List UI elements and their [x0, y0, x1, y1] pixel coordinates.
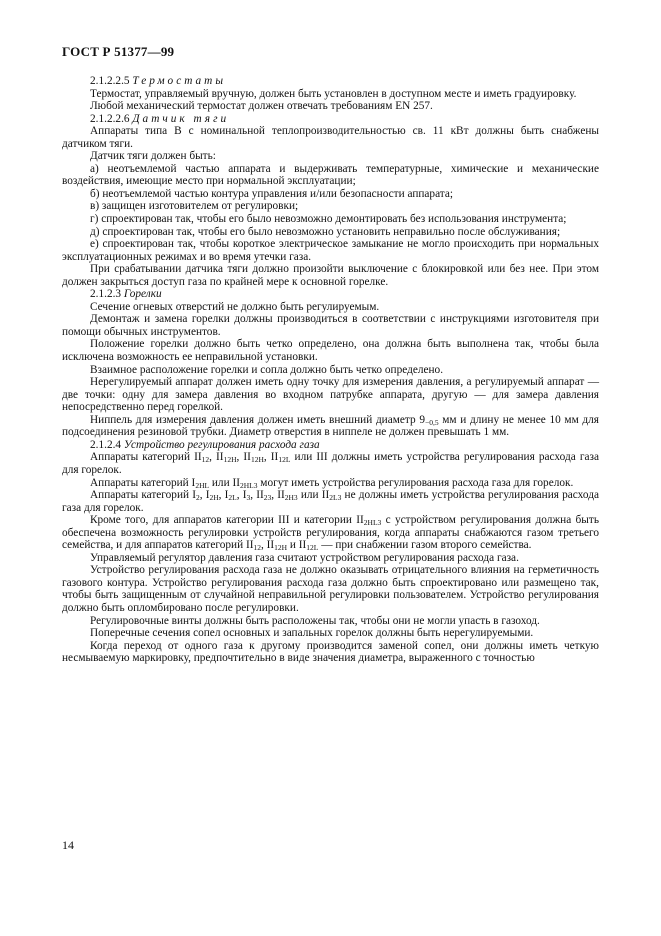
section-number: 2.1.2.2.6 — [90, 112, 130, 125]
subscript: 12H — [274, 543, 288, 553]
paragraph: Нерегулируемый аппарат должен иметь одну точку для измерения давления, а регулируемый аппарат — две точки: одну для замера давления во входном патрубке аппарата, другую — для замера давления непосредственно перед горелкой. — [62, 376, 599, 414]
subscript: 2HL3 — [239, 480, 258, 490]
list-item: е) спроектирован так, чтобы короткое электрическое замыкание не могло происходить при нормальных эксплуатационных режимах и во время утечки газа. — [62, 238, 599, 263]
text-run: не должны иметь устройства регулирования расхода газа для горелок. — [62, 489, 599, 514]
text-run: могут иметь устройства регулирования расхода газа для горелок. — [257, 476, 574, 489]
page-number: 14 — [62, 838, 74, 852]
section-heading-draft-sensor — [62, 113, 599, 126]
text-run: или III должны иметь устройства регулирования расхода газа для горелок. — [62, 451, 599, 476]
paragraph: При срабатывании датчика тяги должно произойти выключение с блокировкой или без нее. При этом должен закрыться доступ газа по крайней мере к основной горелке. — [62, 263, 599, 288]
paragraph: Аппараты типа B с номинальной теплопроизводительностью св. 11 кВт должны быть снабжены датчиком тяги. — [62, 125, 599, 150]
subscript: 12L — [278, 455, 291, 465]
document-header: ГОСТ Р 51377—99 — [62, 44, 175, 59]
subscript: 12H — [250, 455, 264, 465]
paragraph: Положение горелки должно быть четко определено, она должна быть выполнена так, чтобы была исключена возможность ее неправильной установки. — [62, 338, 599, 364]
subscript: 23 — [263, 493, 272, 503]
subscript: 12 — [253, 543, 261, 553]
subscript: 2H — [209, 493, 219, 503]
paragraph: Сечение огневых отверстий не должно быть регулируемым. — [90, 300, 380, 313]
text-run: , II — [260, 539, 275, 552]
text-run: , I — [218, 489, 229, 502]
document-body — [62, 75, 599, 665]
text-run: с устройством регулирования должна быть обеспечена возможность регулировки устройств регулирования, когда аппараты снабжаются газом третьего семейства, и для аппаратов категорий II — [62, 514, 599, 552]
text-run: , I — [236, 489, 247, 502]
section-title: Датчик тяги — [132, 112, 230, 125]
text-run: и II — [287, 539, 307, 552]
text-run: , II — [236, 451, 251, 464]
paragraph: Любой механический термостат должен отвечать требованиям EN 257. — [90, 100, 433, 113]
subscript: 2 — [195, 493, 200, 503]
section-number: 2.1.2.2.5 — [90, 75, 130, 87]
subscript: 2HL — [195, 480, 210, 490]
text-run: , II — [209, 451, 224, 464]
paragraph: Датчик тяги должен быть: — [90, 150, 216, 163]
text-run: мм и длину не менее 10 мм для подсоединения резиновой трубки. Диаметр отверстия в ниппеле не должен превышать 1 мм. — [62, 413, 599, 439]
subscript: 12 — [201, 455, 210, 465]
section-title: Устройство регулирования расхода газа — [123, 438, 320, 451]
paragraph: Взаимное расположение горелки и сопла должно быть четко определено. — [90, 363, 444, 376]
text-run: Кроме того, для аппаратов категории III и категории II — [90, 514, 364, 527]
list-item: г) спроектирован так, чтобы его было невозможно демонтировать без использования инструмента; — [90, 213, 567, 226]
subscript: −0,5 — [424, 417, 439, 427]
paragraph: Когда переход от одного газа к другому производится заменой сопел, они должны иметь четкую несмываемую маркировку, предпочтительно в виде значения диаметра, выраженного с точностью — [62, 639, 599, 665]
text-run: Аппараты категорий I — [90, 489, 196, 502]
section-number: 2.1.2.3 — [90, 288, 122, 301]
text-run: Аппараты категорий II — [90, 451, 202, 464]
text-run: , II — [263, 451, 279, 464]
paragraph-nipple — [62, 414, 599, 439]
list-item: б) неотъемлемой частью контура управления и/или безопасности аппарата; — [90, 187, 454, 200]
section-heading-burners — [62, 288, 599, 301]
text-run: или II — [209, 476, 240, 489]
paragraph: Управляемый регулятор давления газа считают устройством регулирования расхода газа. — [90, 551, 519, 564]
paragraph — [62, 489, 599, 514]
text-run: или II — [297, 489, 330, 502]
text-run: , I — [199, 489, 210, 502]
text-run: , II — [271, 489, 285, 502]
text-run: Аппараты категорий I — [90, 476, 196, 489]
paragraph: Поперечные сечения сопел основных и запальных горелок должны быть нерегулируемыми. — [90, 627, 534, 640]
subscript: 12H — [223, 455, 237, 465]
section-heading-gas-rate-adjuster — [62, 439, 599, 452]
subscript: 2L — [228, 493, 237, 503]
subscript: 2H3 — [284, 493, 298, 503]
subscript: 3 — [246, 493, 251, 503]
paragraph: Термостат, управляемый вручную, должен быть установлен в доступном месте и иметь градуировку. — [90, 87, 577, 100]
text-run: — при снабжении газом второго семейства. — [318, 539, 532, 552]
text-run: , II — [250, 489, 264, 502]
paragraph — [62, 477, 599, 490]
section-heading-thermostats — [62, 75, 599, 88]
paragraph: Устройство регулирования расхода газа не должно оказывать отрицательного влияния на герметичность газового контура. Устройство регулирования расхода газа должно быть спроектировано или размещено так, чтобы быть защищенным от случайной неправильной регулировки пользователем. Устройство регулирования должно быть опломбировано после регулировки. — [62, 564, 599, 614]
section-title: Термостаты — [132, 75, 226, 87]
text-run: Ниппель для измерения давления должен иметь внешний диаметр 9 — [90, 413, 425, 426]
paragraph: Демонтаж и замена горелки должны производиться в соответствии с инструкциями изготовителя при помощи обычных инструментов. — [62, 313, 599, 338]
list-item: в) защищен изготовителем от регулировки; — [90, 200, 299, 213]
paragraph: Регулировочные винты должны быть расположены так, чтобы они не могли упасть в газоход. — [90, 614, 540, 627]
paragraph — [62, 514, 599, 552]
subscript: 12L — [306, 543, 319, 553]
subscript: 2HL3 — [363, 518, 382, 528]
list-item: а) неотъемлемой частью аппарата и выдерживать температурные, химические и механические воздействия, имеющие место при нормальной эксплуатации; — [62, 162, 599, 188]
subscript: 2L3 — [329, 493, 342, 503]
section-number: 2.1.2.4 — [90, 438, 122, 451]
paragraph — [62, 451, 599, 476]
list-item: д) спроектирован так, чтобы его было невозможно установить неправильно после обслуживания; — [90, 225, 561, 238]
section-title: Горелки — [123, 288, 162, 301]
